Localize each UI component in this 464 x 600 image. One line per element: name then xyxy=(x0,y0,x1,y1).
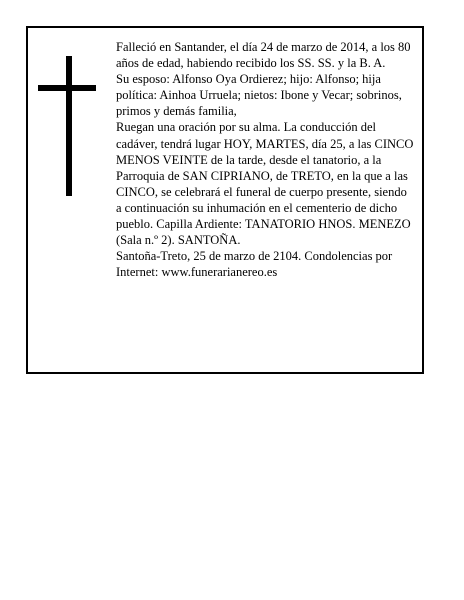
obituary-text xyxy=(116,39,414,280)
death-announcement: Falleció en Santander, el día 24 de marzo de 2014, a los 80 años de edad, habiendo recibido los SS. SS. y la B. A. xyxy=(116,40,411,71)
cross-vertical-bar xyxy=(66,56,72,196)
funeral-details: Ruegan una oración por su alma. La conducción del cadáver, tendrá lugar HOY, MARTES, día 25, a las CINCO MENOS VEINTE de la tarde, desde el tanatorio, a la Parroquia de SAN CIPRIANO, de TRETO, en la que a las CINCO, se celebrará el funeral de cuerpo presente, siendo a continuación su inhumación en el cementerio de dicho pueblo. Capilla Ardiente: TANATORIO HNOS. MENEZO (Sala n.º 2). SANTOÑA. xyxy=(116,120,414,248)
cross-horizontal-bar xyxy=(38,85,96,91)
place-date-condolences: Santoña-Treto, 25 de marzo de 2104. Condolencias por Internet: www.funerarianereo.es xyxy=(116,249,393,280)
obituary-notice xyxy=(26,26,424,374)
family-list: Su esposo: Alfonso Oya Ordierez; hijo: Alfonso; hija política: Ainhoa Urruela; nietos: Ibone y Vecar; sobrinos, primos y demás familia, xyxy=(116,72,402,119)
